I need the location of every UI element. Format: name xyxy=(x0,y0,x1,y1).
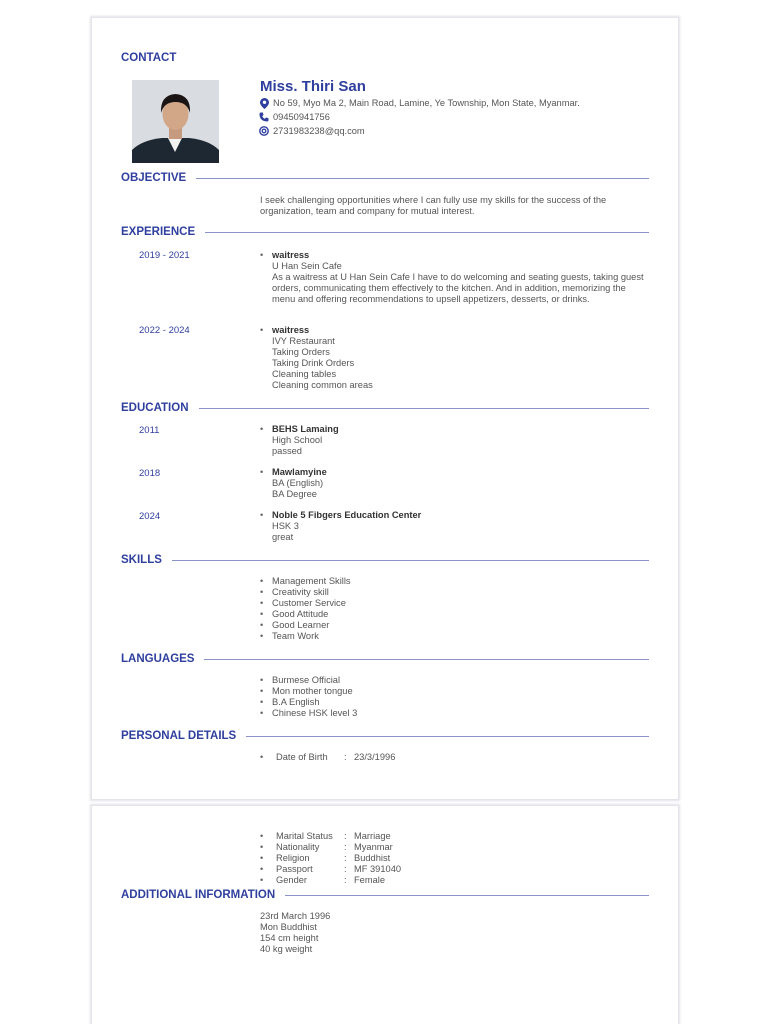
entry-detail: Cleaning tables xyxy=(272,369,337,379)
languages-list xyxy=(260,675,357,719)
resume-page-2 xyxy=(92,806,678,1024)
divider xyxy=(285,895,649,896)
detail-key: • Religion xyxy=(276,853,310,863)
skill-item: • Team Work xyxy=(260,631,351,642)
skills-heading: SKILLS xyxy=(121,554,649,566)
divider xyxy=(199,408,649,409)
entry-detail: High School xyxy=(272,435,323,445)
language-item: • B.A English xyxy=(260,697,357,708)
personal-detail-row: • Gender : Female xyxy=(260,875,401,886)
detail-value: Female xyxy=(354,875,386,885)
entry-detail: As a waitress at U Han Sein Cafe I have to do welcoming and seating guests, taking guest orders, communicating them effectively to the kitchen. And in addition, memorizing the menu and offering recommendations to upsell appetizers, desserts, or drinks. xyxy=(272,272,644,304)
school-name: • Mawlamyine xyxy=(260,467,650,478)
education-year: 2018 xyxy=(139,468,161,479)
entry-detail: HSK 3 xyxy=(272,521,299,531)
entry-detail: passed xyxy=(272,446,302,456)
detail-value: 23/3/1996 xyxy=(354,752,396,762)
at-sign-icon xyxy=(258,125,270,137)
detail-key: • Passport xyxy=(276,864,313,874)
languages-heading: LANGUAGES xyxy=(121,653,649,665)
education-year: 2011 xyxy=(139,425,160,436)
entry-detail: U Han Sein Cafe xyxy=(272,261,342,271)
divider xyxy=(204,659,649,660)
skills-list xyxy=(260,576,351,642)
detail-key: • Nationality xyxy=(276,842,320,852)
detail-key: • Marital Status xyxy=(276,831,333,841)
additional-line: 23rd March 1996 xyxy=(260,911,331,921)
email-line xyxy=(258,125,365,137)
email-text: 2731983238@qq.com xyxy=(273,126,365,136)
address-line xyxy=(258,97,580,109)
experience-entry xyxy=(260,325,650,391)
detail-value: MF 391040 xyxy=(354,864,402,874)
personal-detail-row: • Marital Status : Marriage xyxy=(260,831,401,842)
skill-item: • Management Skills xyxy=(260,576,351,587)
entry-detail: Cleaning common areas xyxy=(272,380,373,390)
entry-detail: BA (English) xyxy=(272,478,324,488)
education-entry xyxy=(260,467,650,500)
language-item: • Chinese HSK level 3 xyxy=(260,708,357,719)
entry-detail: Taking Drink Orders xyxy=(272,358,355,368)
additional-info-heading: ADDITIONAL INFORMATION xyxy=(121,889,649,901)
phone-text: 09450941756 xyxy=(273,112,330,122)
personal-detail-row: • Nationality : Myanmar xyxy=(260,842,401,853)
profile-photo xyxy=(132,80,219,163)
school-name: • Noble 5 Fibgers Education Center xyxy=(260,510,650,521)
entry-detail: IVY Restaurant xyxy=(272,336,335,346)
language-item: • Mon mother tongue xyxy=(260,686,357,697)
full-name: Miss. Thiri San xyxy=(260,78,366,95)
skill-item: • Creativity skill xyxy=(260,587,351,598)
personal-details-list xyxy=(260,752,395,763)
experience-entry xyxy=(260,250,650,305)
personal-detail-row: • Date of Birth : 23/3/1996 xyxy=(260,752,395,763)
additional-info xyxy=(260,911,330,955)
personal-details-heading: PERSONAL DETAILS xyxy=(121,730,649,742)
map-pin-icon xyxy=(258,97,270,109)
objective-heading: OBJECTIVE xyxy=(121,172,649,184)
divider xyxy=(205,232,649,233)
divider xyxy=(172,560,649,561)
language-item: • Burmese Official xyxy=(260,675,357,686)
education-year: 2024 xyxy=(139,511,161,522)
address-text: No 59, Myo Ma 2, Main Road, Lamine, Ye Township, Mon State, Myanmar. xyxy=(273,98,580,108)
divider xyxy=(246,736,649,737)
experience-years: 2019 - 2021 xyxy=(139,250,190,261)
additional-line: 40 kg weight xyxy=(260,944,313,954)
phone-line xyxy=(258,111,330,123)
divider xyxy=(196,178,649,179)
entry-detail: great xyxy=(272,532,294,542)
skill-item: • Good Learner xyxy=(260,620,351,631)
job-title: • waitress xyxy=(260,325,650,336)
detail-value: Buddhist xyxy=(354,853,391,863)
detail-key: • Gender xyxy=(276,875,308,885)
personal-detail-row: • Religion : Buddhist xyxy=(260,853,401,864)
detail-value: Myanmar xyxy=(354,842,393,852)
school-name: • BEHS Lamaing xyxy=(260,424,650,435)
personal-details-list-continued xyxy=(260,831,401,886)
entry-detail: BA Degree xyxy=(272,489,317,499)
skill-item: • Customer Service xyxy=(260,598,351,609)
detail-value: Marriage xyxy=(354,831,391,841)
job-title: • waitress xyxy=(260,250,650,261)
objective-text: I seek challenging opportunities where I can fully use my skills for the success of the organization, team and company for mutual interest. xyxy=(260,195,607,216)
skill-item: • Good Attitude xyxy=(260,609,351,620)
education-entry xyxy=(260,424,650,457)
education-entry xyxy=(260,510,650,543)
experience-years: 2022 - 2024 xyxy=(139,325,190,336)
contact-heading: CONTACT xyxy=(121,52,177,64)
detail-key: • Date of Birth xyxy=(276,752,328,762)
phone-icon xyxy=(258,111,270,123)
entry-detail: Taking Orders xyxy=(272,347,330,357)
resume-page-1 xyxy=(92,18,678,799)
experience-heading: EXPERIENCE xyxy=(121,226,649,238)
education-heading: EDUCATION xyxy=(121,402,649,414)
additional-line: 154 cm height xyxy=(260,933,319,943)
additional-line: Mon Buddhist xyxy=(260,922,317,932)
personal-detail-row: • Passport : MF 391040 xyxy=(260,864,401,875)
